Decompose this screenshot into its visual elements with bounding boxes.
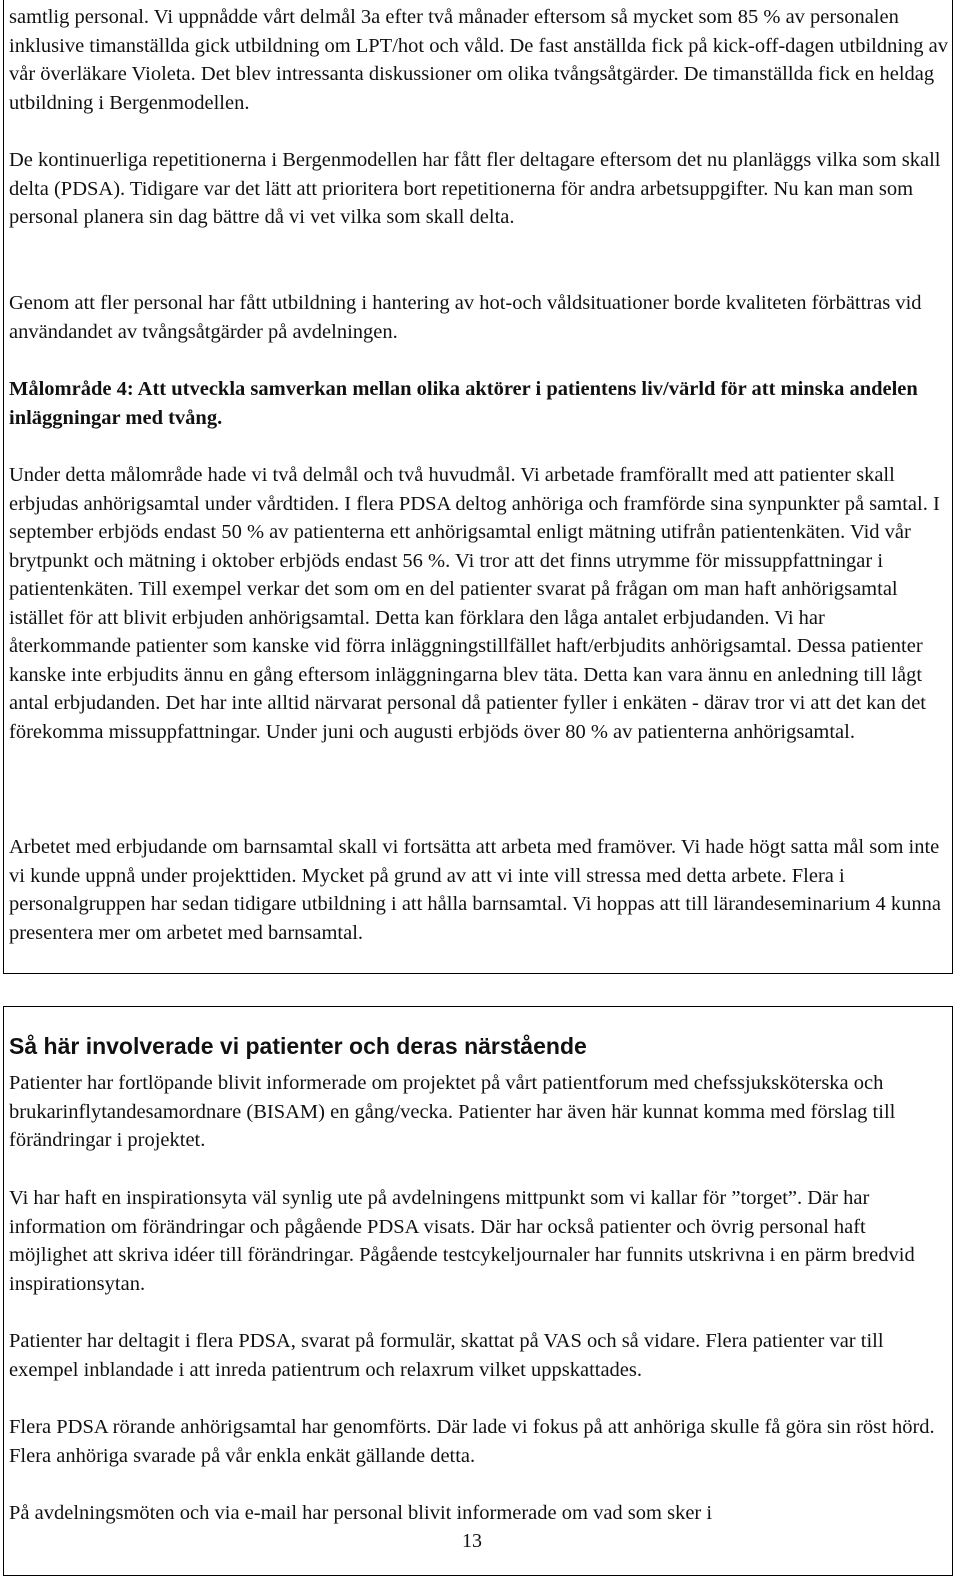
paragraph-patient-forum: Patienter har fortlöpande blivit informerade om projektet på vårt patientforum med chefssjuksköterska och brukarinflytandesamordnare (BISAM) en gång/vecka. Patienter har även här kunnat komma med förslag till förändringar i projektet. bbox=[9, 1072, 896, 1151]
paragraph-quality: Genom att fler personal har fått utbildning i hantering av hot-och våldsituationer borde kvaliteten förbättras vid användandet av tvångsåtgärder på avdelningen. bbox=[9, 292, 922, 343]
paragraph-relatives-pdsa: Flera PDSA rörande anhörigsamtal har genomförts. Där lade vi fokus på att anhöriga skulle få göra sin röst hörd. Flera anhöriga svarade på vår enkla enkät gällande detta. bbox=[9, 1416, 935, 1467]
paragraph-repetitions: De kontinuerliga repetitionerna i Bergenmodellen har fått fler deltagare eftersom det nu planläggs vilka som skall delta (PDSA). Tidigare var det lätt att prioritera bort repetitionerna för andra arbetsuppgifter. Nu kan man som personal planera sin dag bättre då vi vet vilka som skall delta. bbox=[9, 149, 941, 228]
goal-area-4-heading: Målområde 4: Att utveckla samverkan mellan olika aktörer i patientens liv/värld för att minska andelen inläggningar med tvång. bbox=[9, 378, 918, 429]
page-number: 13 bbox=[462, 1530, 482, 1552]
paragraph-staff-meetings: På avdelningsmöten och via e-mail har personal blivit informerade om vad som sker i bbox=[9, 1502, 713, 1524]
paragraph-patient-pdsa: Patienter har deltagit i flera PDSA, svarat på formulär, skattat på VAS och så vidare. Flera patienter var till exempel inblandade i att inreda patientrum och relaxrum vilket uppskattades. bbox=[9, 1330, 884, 1381]
paragraph-inspiration-area: Vi har haft en inspirationsyta väl synlig ute på avdelningens mittpunkt som vi kallar för ”torget”. Där har information om förändringar och pågående PDSA visats. Där har också patienter och övrig personal haft möjlighet att skriva idéer till förändringar. Pågående testcykeljournaler har funnits utskrivna i en pärm bredvid inspirationsytan. bbox=[9, 1187, 915, 1295]
paragraph-intro: samtlig personal. Vi uppnådde vårt delmål 3a efter två månader eftersom så mycket som 85 % av personalen inklusive timanställda gick utbildning om LPT/hot och våld. De fast anställda fick på kick-off-dagen utbildning av vår överläkare Violeta. Det blev intressanta diskussioner om olika tvångsåtgärder. De timanställda fick en heldag utbildning i Bergenmodellen. bbox=[9, 6, 949, 114]
paragraph-goal-area-4: Under detta målområde hade vi två delmål och två huvudmål. Vi arbetade framförallt med att patienter skall erbjudas anhörigsamtal under vårdtiden. I flera PDSA deltog anhöriga och framförde sina synpunkter på samtal. I september erbjöds endast 50 % av patienterna ett anhörigsamtal enligt mätning utifrån patientenkäten. Vid vår brytpunkt och mätning i oktober erbjöds endast 56 %. Vi tror att det finns utrymme för missuppfattningar i patientenkäten. Till exempel verkar det som om en del patienter svarat på frågan om man haft anhörigsamtal istället för att blivit erbjuden anhörigsamtal. Detta kan förklara den låga antalet erbjudanden. Vi har återkommande patienter som kanske vid förra inläggningstillfället haft/erbjudits anhörigsamtal. Dessa patienter kanske inte erbjudits ännu en gång eftersom inläggningarna blev täta. Detta kan vara ännu en anledning till lågt antal erbjudanden. Det har inte alltid närvarat personal då patienter fyller i enkäten - därav tror vi att det kan det förekomma missuppfattningar. Under juni och augusti erbjöds över 80 % av patienterna anhörigsamtal. bbox=[9, 464, 940, 743]
paragraph-child-conversations: Arbetet med erbjudande om barnsamtal skall vi fortsätta att arbeta med framöver. Vi hade högt satta mål som inte vi kunde uppnå under projekttiden. Mycket på grund av att vi inte vill stressa med detta arbete. Flera i personalgruppen har sedan tidigare utbildning i att hålla barnsamtal. Vi hoppas att till lärandeseminarium 4 kunna presentera mer om arbetet med barnsamtal. bbox=[9, 836, 942, 944]
section-heading-patient-involvement: Så här involverade vi patienter och deras närstående bbox=[9, 1033, 587, 1059]
